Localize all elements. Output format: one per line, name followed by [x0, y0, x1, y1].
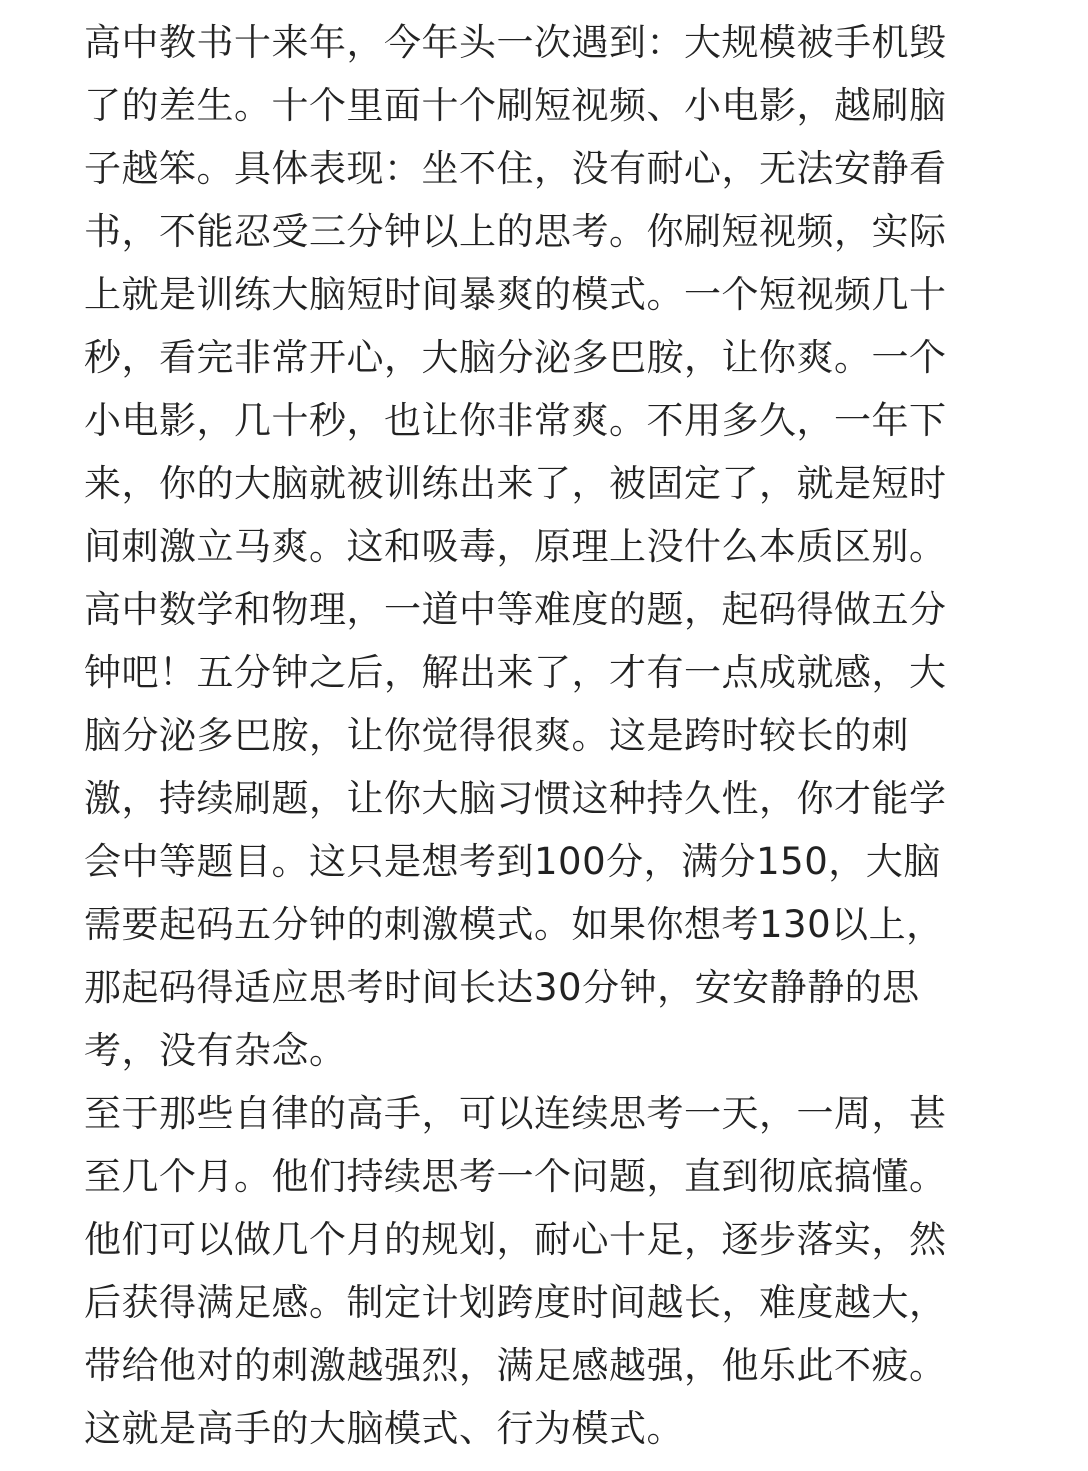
text-line: 秒，看完非常开心，大脑分泌多巴胺，让你爽。一个 [84, 336, 947, 379]
text-line: 小电影，几十秒，也让你非常爽。不用多久，一年下 [84, 399, 947, 442]
text-line: 需要起码五分钟的刺激模式。如果你想考130以上， [84, 903, 944, 946]
text-line: 他们可以做几个月的规划，耐心十足，逐步落实，然 [84, 1218, 947, 1261]
article-text [84, 11, 1004, 1460]
text-line: 带给他对的刺激越强烈，满足感越强，他乐此不疲。 [84, 1344, 947, 1387]
text-line: 脑分泌多巴胺，让你觉得很爽。这是跨时较长的刺 [84, 714, 909, 757]
text-line: 这就是高手的大脑模式、行为模式。 [84, 1407, 684, 1450]
text-line: 激，持续刷题，让你大脑习惯这种持久性，你才能学 [84, 777, 947, 820]
text-line: 了的差生。十个里面十个刷短视频、小电影，越刷脑 [84, 84, 947, 127]
text-line: 会中等题目。这只是想考到100分，满分150，大脑 [84, 840, 941, 883]
text-line: 那起码得适应思考时间长达30分钟，安安静静的思 [84, 966, 920, 1009]
text-line: 后获得满足感。制定计划跨度时间越长，难度越大， [84, 1281, 947, 1324]
text-line: 来，你的大脑就被训练出来了，被固定了，就是短时 [84, 462, 947, 505]
text-line: 书，不能忍受三分钟以上的思考。你刷短视频，实际 [84, 210, 947, 253]
text-line: 钟吧！五分钟之后，解出来了，才有一点成就感，大 [84, 651, 947, 694]
text-line: 考，没有杂念。 [84, 1029, 347, 1072]
text-line: 子越笨。具体表现：坐不住，没有耐心，无法安静看 [84, 147, 947, 190]
text-line: 高中教书十来年，今年头一次遇到：大规模被手机毁 [84, 21, 947, 64]
text-line: 至于那些自律的高手，可以连续思考一天，一周，甚 [84, 1092, 947, 1135]
text-line: 至几个月。他们持续思考一个问题，直到彻底搞懂。 [84, 1155, 947, 1198]
text-line: 间刺激立马爽。这和吸毒，原理上没什么本质区别。 [84, 525, 947, 568]
text-line: 上就是训练大脑短时间暴爽的模式。一个短视频几十 [84, 273, 947, 316]
text-line: 高中数学和物理，一道中等难度的题，起码得做五分 [84, 588, 947, 631]
